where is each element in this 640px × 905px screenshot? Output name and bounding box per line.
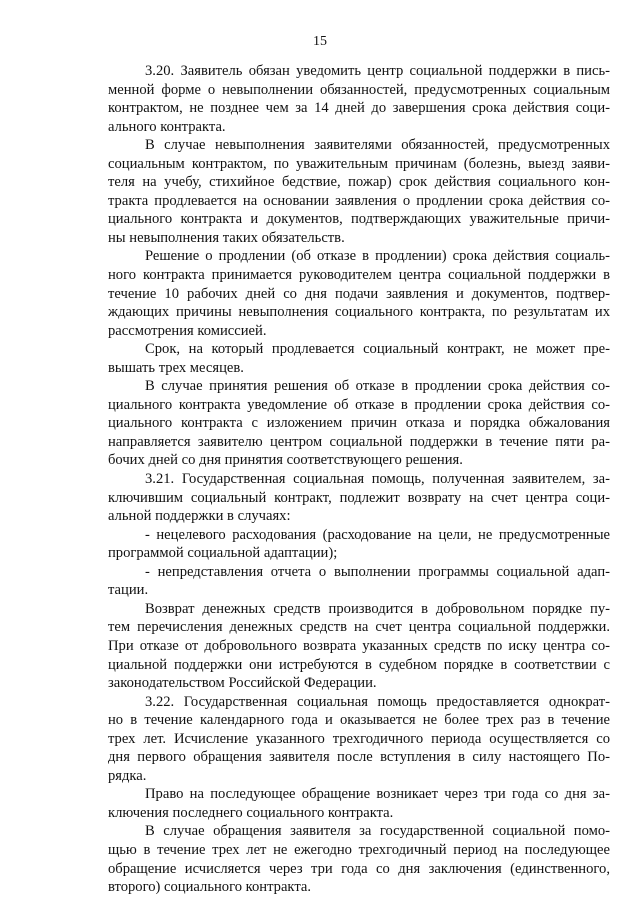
text-line: циального контракта уведомление об отказе в продлении срока действия со- [108,396,610,413]
text-line: - непредставления отчета о выполнении программы социальной адап- [145,563,610,580]
text-line: циального контракта и документов, подтверждающих уважительные причи- [108,211,610,228]
text-line: вышать трех месяцев. [108,359,244,376]
text-line: ключившим социальный контракт, подлежит возврату на счет центра соци- [108,489,610,506]
text-line: 3.21. Государственная социальная помощь, полученная заявителем, за- [145,471,610,488]
text-line: законодательством Российской Федерации. [108,675,377,692]
text-line: - нецелевого расходования (расходование на цели, не предусмотренные [145,526,610,543]
page-number: 15 [313,34,327,49]
text-line: теля на учебу, стихийное бедствие, пожар) срок действия социального кон- [108,174,610,191]
text-line: циального контракта с изложением причин отказа и порядка обжалования [108,415,610,432]
text-line: ключения последнего социального контракта. [108,804,394,821]
text-line: Срок, на который продлевается социальный контракт, не может пре- [145,341,610,358]
text-line: циальной поддержки они истребуются в судебном порядке в соответствии с [108,656,610,673]
text-line: щью в течение трех лет не ежегодно трехгодичный период на последующее [108,841,610,858]
text-line: Право на последующее обращение возникает через три года со дня за- [145,786,610,803]
text-line: 3.22. Государственная социальная помощь предоставляется однократ- [145,693,610,710]
text-line: ального контракта. [108,118,226,135]
text-line: рассмотрения комиссией. [108,322,267,339]
text-line: В случае обращения заявителя за государственной социальной помо- [145,823,610,840]
text-line: программой социальной адаптации); [108,545,338,562]
text-line: трех лет. Исчисление указанного трехгодичного периода осуществляется со [108,730,610,747]
text-line: ны невыполнения таких обязательств. [108,229,345,246]
text-line: второго) социального контракта. [108,879,312,896]
text-line: При отказе от добровольного возврата указанных средств по иску центра со- [108,637,610,654]
text-line: дня первого обращения заявителя после вступления в силу настоящего По- [108,749,610,766]
text-line: В случае невыполнения заявителями обязанностей, предусмотренных [145,137,610,154]
text-line: течение 10 рабочих дней со дня подачи заявления и документов, подтвер- [108,285,610,302]
text-line: направляется заявителю центром социальной поддержки в течение пяти ра- [108,433,610,450]
text-line: социальным контрактом, по уважительным причинам (болезнь, выезд заяви- [108,155,610,172]
text-line: Решение о продлении (об отказе в продлении) срока действия социаль- [145,248,610,265]
text-line: тем перечисления денежных средств на счет центра социальной поддержки. [108,619,610,636]
text-line: тации. [108,582,149,599]
text-line: альной поддержки в случаях: [108,508,291,525]
text-line: менной форме о невыполнении обязанностей, предусмотренных социальным [108,81,610,98]
text-line: ждающих причины невыполнения социального контракта, по результатам их [108,304,610,321]
text-line: ного контракта принимается руководителем центра социальной поддержки в [108,267,610,284]
text-line: Возврат денежных средств производится в добровольном порядке пу- [145,600,610,617]
text-line: В случае принятия решения об отказе в продлении срока действия со- [145,378,610,395]
text-line: рядка. [108,767,147,784]
text-line: обращение исчисляется через три года со дня заключения (единственного, [108,860,610,877]
text-line: контрактом, не позднее чем за 14 дней до завершения срока действия соци- [108,100,610,117]
document-body [108,62,610,897]
text-line: но в течение календарного года и оказывается не более трех раз в течение [108,712,610,729]
text-line: 3.20. Заявитель обязан уведомить центр социальной поддержки в пись- [145,63,610,79]
text-line: тракта продлевается на основании заявления о продлении срока действия со- [108,192,610,209]
text-line: бочих дней со дня принятия соответствующего решения. [108,452,463,469]
